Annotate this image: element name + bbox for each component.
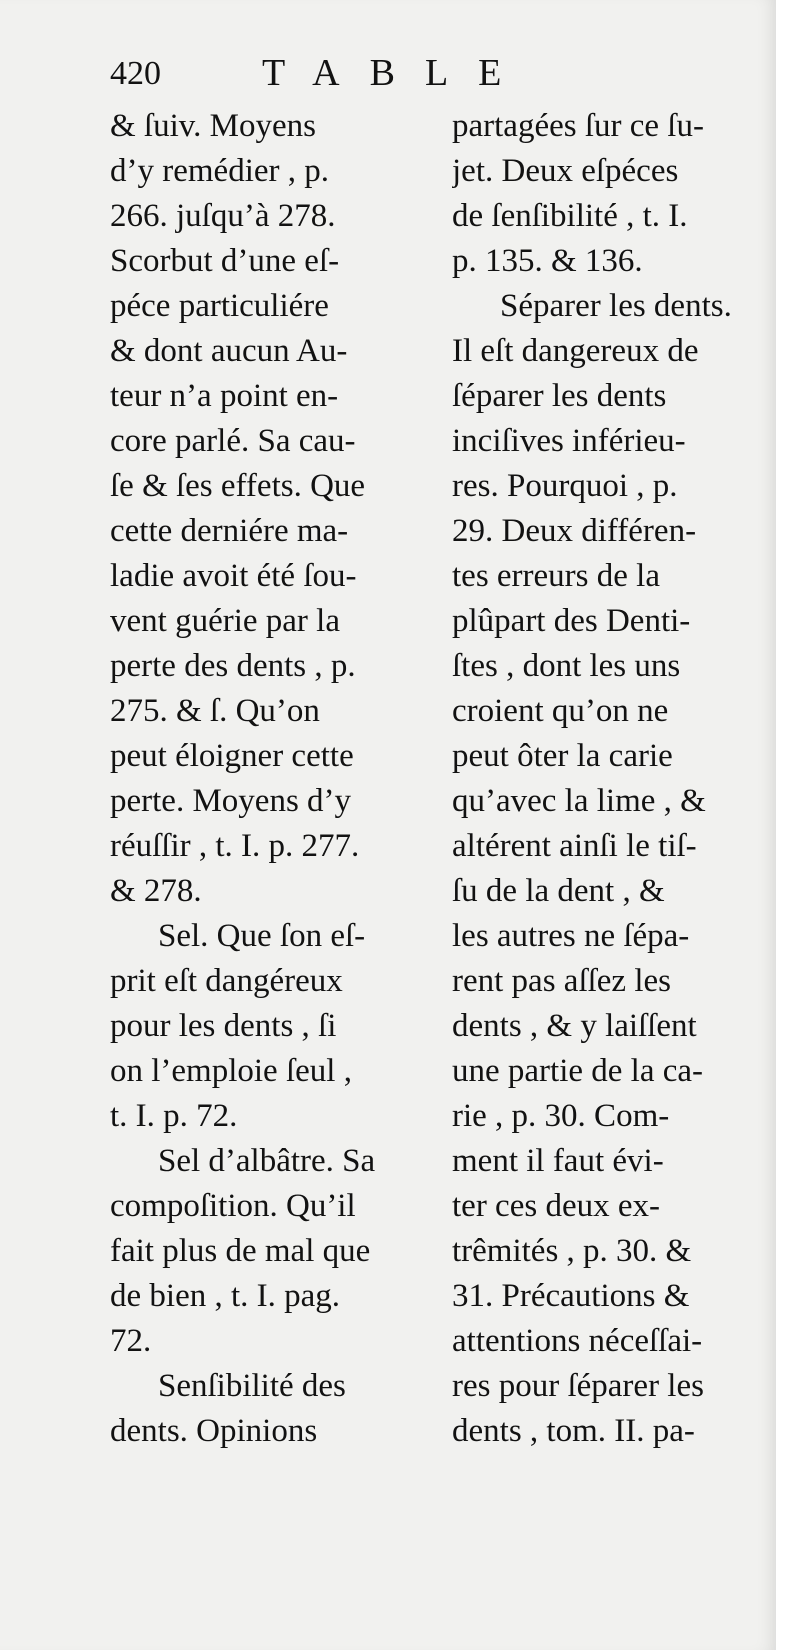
page-number: 420	[110, 55, 161, 92]
text-line: res. Pourquoi , p.	[452, 468, 678, 504]
text-line: & dont aucun Au-	[110, 333, 348, 369]
text-line: res pour ſéparer les	[452, 1368, 704, 1404]
text-line: prit eſt dangéreux	[110, 963, 343, 999]
text-line: peut ôter la carie	[452, 738, 673, 774]
text-line: dents , & y laiſſent	[452, 1008, 697, 1044]
text-line: trêmités , p. 30. &	[452, 1233, 692, 1269]
entry-heading-line: Senſibilité des	[158, 1368, 346, 1404]
right-column	[452, 104, 770, 1454]
text-line: perte des dents , p.	[110, 648, 356, 684]
text-line: de bien , t. I. pag.	[110, 1278, 341, 1314]
text-line: & ſuiv. Moyens	[110, 108, 316, 144]
text-line: ſtes , dont les uns	[452, 648, 681, 684]
text-line: t. I. p. 72.	[110, 1098, 238, 1134]
text-line: Scorbut d’une eſ-	[110, 243, 340, 279]
text-line: vent guérie par la	[110, 603, 340, 639]
text-line: 266. juſqu’à 278.	[110, 198, 336, 234]
text-line: perte. Moyens d’y	[110, 783, 352, 819]
text-line: dents. Opinions	[110, 1413, 318, 1449]
text-line: ter ces deux ex-	[452, 1188, 660, 1224]
text-line: partagées ſur ce ſu-	[452, 108, 704, 144]
text-line: p. 135. & 136.	[452, 243, 643, 279]
text-line: 275. & ſ. Qu’on	[110, 693, 320, 729]
text-line: rie , p. 30. Com-	[452, 1098, 670, 1134]
text-line: d’y remédier , p.	[110, 153, 329, 189]
running-head: TABLE	[262, 52, 532, 94]
text-line: cette derniére ma-	[110, 513, 349, 549]
text-line: rent pas aſſez les	[452, 963, 671, 999]
text-line: attentions néceſſai-	[452, 1323, 703, 1359]
text-line: péce particuliére	[110, 288, 329, 324]
text-line: pour les dents , ſi	[110, 1008, 337, 1044]
text-line: ſu de la dent , &	[452, 873, 665, 909]
text-line: qu’avec la lime , &	[452, 783, 706, 819]
text-line: on l’emploie ſeul ,	[110, 1053, 352, 1089]
entry-heading-line: Sel. Que ſon eſ-	[158, 918, 366, 954]
text-line: compoſition. Qu’il	[110, 1188, 356, 1224]
text-line: une partie de la ca-	[452, 1053, 704, 1089]
text-line: core parlé. Sa cau-	[110, 423, 356, 459]
text-line: réuſſir , t. I. p. 277.	[110, 828, 360, 864]
text-line: 72.	[110, 1323, 152, 1359]
text-line: tes erreurs de la	[452, 558, 660, 594]
text-line: ſéparer les dents	[452, 378, 667, 414]
page-header	[110, 48, 670, 100]
text-line: les autres ne ſépa-	[452, 918, 690, 954]
entry-heading-line: Séparer les dents.	[500, 288, 732, 324]
text-line: plûpart des Denti-	[452, 603, 691, 639]
text-line: inciſives inférieu-	[452, 423, 686, 459]
text-line: peut éloigner cette	[110, 738, 354, 774]
text-line: teur n’a point en-	[110, 378, 339, 414]
text-line: ſe & ſes effets. Que	[110, 468, 366, 504]
text-line: ladie avoit été ſou-	[110, 558, 357, 594]
left-column	[110, 104, 440, 1454]
text-line: 29. Deux différen-	[452, 513, 697, 549]
entry-heading-line: Sel d’albâtre. Sa	[158, 1143, 376, 1179]
text-line: altérent ainſi le tiſ-	[452, 828, 697, 864]
text-line: & 278.	[110, 873, 202, 909]
text-line: 31. Précautions &	[452, 1278, 690, 1314]
text-line: jet. Deux eſpéces	[452, 153, 679, 189]
text-line: Il eſt dangereux de	[452, 333, 699, 369]
text-line: ment il faut évi-	[452, 1143, 664, 1179]
text-line: dents , tom. II. pa-	[452, 1413, 695, 1449]
text-line: fait plus de mal que	[110, 1233, 371, 1269]
text-line: de ſenſibilité , t. I.	[452, 198, 688, 234]
text-line: croient qu’on ne	[452, 693, 669, 729]
page-edge	[776, 0, 800, 1650]
